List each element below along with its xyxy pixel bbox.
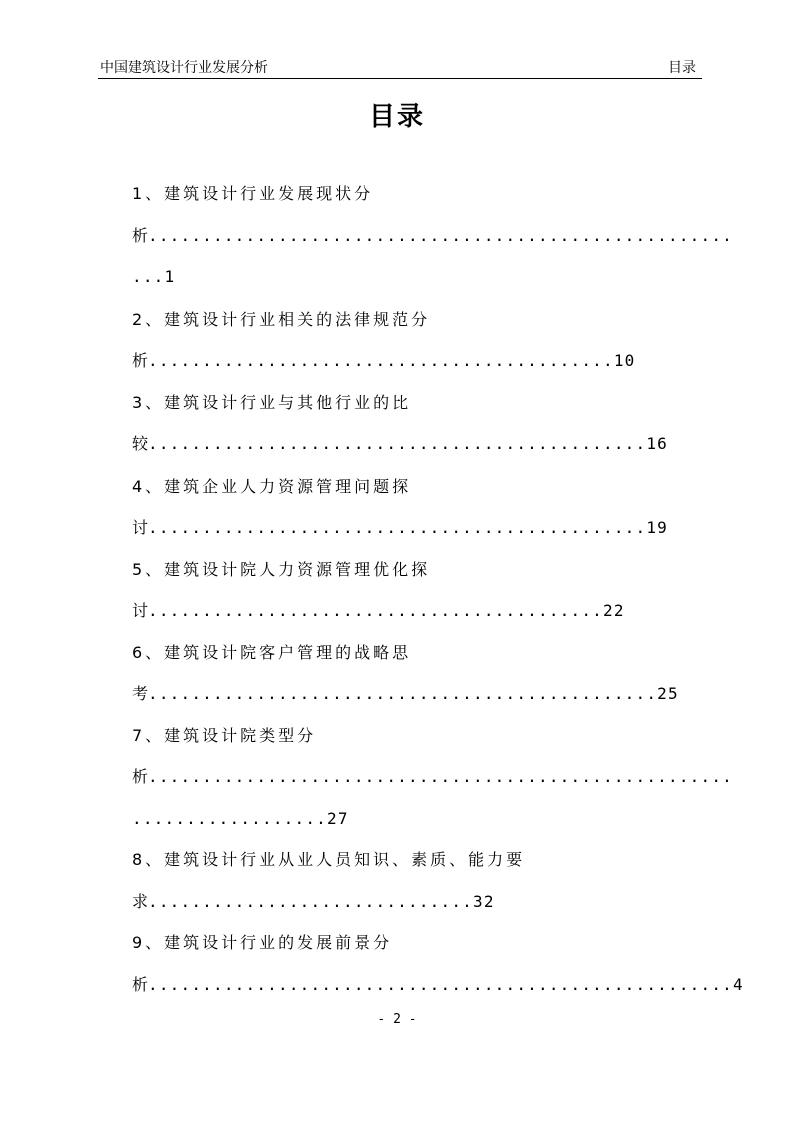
page-title: 目录: [368, 102, 425, 132]
toc-entry-6-heading[interactable]: 6、建筑设计院客户管理的战略思: [132, 643, 412, 662]
toc-entry-8-leader[interactable]: [132, 891, 495, 913]
toc-entry-6-tail: 考: [132, 684, 149, 703]
header-document-title: 中国建筑设计行业发展分析: [100, 60, 268, 76]
toc-entry-1-cont-dots: ...: [132, 267, 165, 286]
toc-entry-9-leader[interactable]: [132, 974, 744, 996]
toc-entry-3-tail: 较: [132, 434, 149, 453]
toc-entry-6-dots: ...............................................: [148, 684, 658, 703]
toc-entry-2-page: 10: [613, 351, 636, 370]
toc-entry-7-cont-dots: ..................: [132, 809, 327, 828]
header-section-label: 目录: [668, 60, 696, 76]
toc-entry-4-heading[interactable]: 4、建筑企业人力资源管理问题探: [132, 477, 412, 496]
toc-entry-6-page: 25: [657, 684, 679, 703]
toc-entry-8-heading[interactable]: 8、建筑设计行业从业人员知识、素质、能力要: [132, 850, 526, 869]
toc-entry-7-tail: 析: [132, 767, 149, 786]
toc-entry-1-leader[interactable]: [132, 225, 733, 247]
toc-entry-9-page: 4: [733, 975, 744, 994]
toc-entry-3-heading[interactable]: 3、建筑设计行业与其他行业的比: [132, 393, 412, 412]
toc-entry-2-heading[interactable]: 2、建筑设计行业相关的法律规范分: [132, 310, 431, 329]
page-number-footer: - 2 -: [377, 1012, 417, 1027]
toc-entry-7-heading[interactable]: 7、建筑设计院类型分: [132, 726, 317, 745]
toc-entry-4-page: 19: [646, 518, 668, 537]
running-header: [98, 56, 702, 79]
toc-entry-7-leader[interactable]: [132, 766, 733, 788]
toc-entry-8-page: 32: [473, 892, 495, 911]
toc-entry-2-dots: ...........................................: [148, 351, 614, 370]
toc-entry-5-tail: 讨: [132, 601, 149, 620]
toc-entry-7-continuation[interactable]: [132, 808, 349, 830]
toc-entry-1-continuation[interactable]: [132, 266, 175, 288]
toc-entry-3-dots: ..............................................: [148, 434, 647, 453]
toc-entry-7-page: 27: [327, 809, 349, 828]
toc-entry-2-tail: 析: [132, 351, 149, 370]
toc-entry-6-leader[interactable]: [132, 683, 679, 705]
toc-entry-1-tail: 析: [132, 226, 149, 245]
toc-entry-8-dots: ..............................: [148, 892, 473, 911]
toc-entry-2-leader[interactable]: [132, 350, 636, 372]
toc-entry-9-heading[interactable]: 9、建筑设计行业的发展前景分: [132, 933, 393, 952]
toc-entry-4-dots: ..............................................: [148, 518, 647, 537]
toc-entry-1-dots: ......................................................: [148, 226, 733, 245]
toc-entry-7-dots: ......................................................: [148, 767, 733, 786]
toc-entry-1-heading[interactable]: 1、建筑设计行业发展现状分: [132, 184, 374, 203]
toc-entry-9-tail: 析: [132, 975, 149, 994]
toc-entry-3-page: 16: [646, 434, 668, 453]
toc-entry-4-tail: 讨: [132, 518, 149, 537]
toc-entry-3-leader[interactable]: [132, 433, 668, 455]
toc-entry-5-leader[interactable]: [132, 600, 625, 622]
toc-entry-9-dots: ......................................................: [148, 975, 733, 994]
toc-entry-5-heading[interactable]: 5、建筑设计院人力资源管理优化探: [132, 560, 431, 579]
toc-entry-5-dots: ..........................................: [148, 601, 603, 620]
toc-entry-1-page: 1: [164, 267, 176, 286]
toc-entry-4-leader[interactable]: [132, 517, 668, 539]
toc-entry-5-page: 22: [603, 601, 625, 620]
toc-entry-8-tail: 求: [132, 892, 149, 911]
